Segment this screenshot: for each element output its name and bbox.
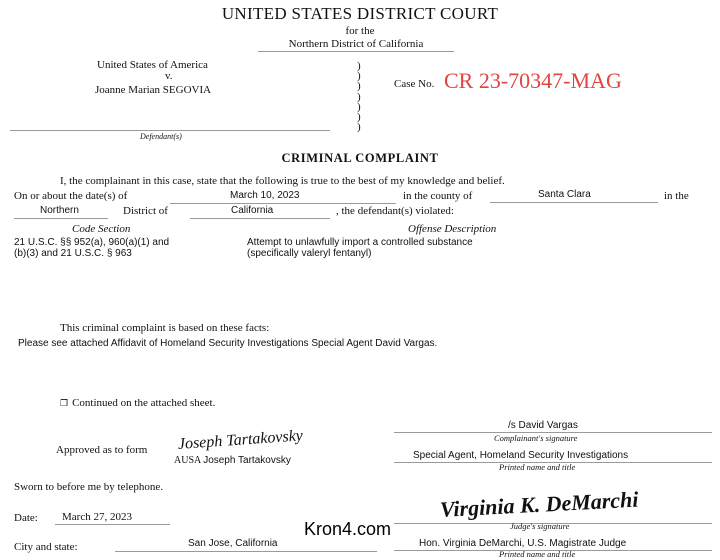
continued-row [60,397,215,409]
date-label: Date: [14,512,38,524]
caption-rule [10,130,330,131]
offense-description-header: Offense Description [408,223,497,235]
paren: ) [357,90,361,103]
defendant-label: Defendant(s) [140,132,182,141]
city-state-value: San Jose, California [188,538,278,549]
district-name: Northern [40,205,79,216]
ausa-prefix: AUSA [174,455,201,466]
paren: ) [357,60,361,72]
judge-signature-label: Judge's signature [510,521,570,531]
facts-intro: This criminal complaint is based on these facts: [60,322,270,334]
case-number: CR 23-70347-MAG [444,68,622,93]
paren: ) [357,80,361,93]
ausa-name: Joseph Tartakovsky [203,455,291,466]
district-name-underline [14,218,108,219]
checkbox-icon[interactable]: ❐ [60,399,69,409]
paren: ) [357,121,361,134]
code-section-line2: (b)(3) and 21 U.S.C. § 963 [14,248,132,259]
state-underline [190,218,330,219]
ausa-line [174,455,291,466]
paren: ) [357,100,361,113]
code-section-line1: 21 U.S.C. §§ 952(a), 960(a)(1) and [14,237,170,248]
paren: ) [357,70,361,83]
ausa-signature: Joseph Tartakovsky [177,427,304,453]
continued-label: Continued on the attached sheet. [72,397,216,409]
on-or-about-label: On or about the date(s) of [14,190,128,202]
offense-line1: Attempt to unlawfully import a controlled substance [247,237,473,248]
district-header: Northern District of California [288,38,424,50]
date-value-underline [55,524,170,525]
caption-parens [357,61,361,132]
complainant-printed-name: Special Agent, Homeland Security Investigations [413,450,629,461]
in-county-label: in the county of [403,190,473,202]
case-no-label: Case No. [394,78,435,90]
county: Santa Clara [538,189,591,200]
approved-label: Approved as to form [56,444,148,456]
for-the: for the [345,25,375,37]
code-section-header: Code Section [72,223,131,235]
date-underline [170,203,396,204]
complaint-title: CRIMINAL COMPLAINT [281,151,439,165]
judge-signature: Virginia K. DeMarchi [439,486,640,522]
court-title [0,4,720,24]
sworn-statement: Sworn to before me by telephone. [14,481,164,493]
versus: v. [165,70,173,82]
complainant-printed-label: Printed name and title [499,462,576,472]
date-value: March 27, 2023 [62,511,132,523]
court-title-text: UNITED STATES DISTRICT COURT [221,4,499,23]
state: California [231,205,274,216]
statement-line: I, the complainant in this case, state that the following is true to the best of my knowledge and belief. [60,175,505,187]
complainant-signature-label: Complainant's signature [494,433,578,443]
judge-printed-name: Hon. Virginia DeMarchi, U.S. Magistrate Judge [419,538,627,549]
complainant-signature: /s David Vargas [508,420,578,431]
defendant-name: Joanne Marian SEGOVIA [95,84,212,96]
city-state-underline [115,551,377,552]
plaintiff: United States of America [97,59,208,71]
violated-label: , the defendant(s) violated: [336,205,454,217]
district-of-label: District of [123,205,168,217]
district-underline [258,51,454,52]
offense-date: March 10, 2023 [230,190,300,201]
facts-text: Please see attached Affidavit of Homeland Security Investigations Special Agent David Vargas. [18,338,438,349]
county-underline [490,202,658,203]
offense-line2: (specifically valeryl fentanyl) [247,248,372,259]
paren: ) [357,111,361,124]
judge-printed-label: Printed name and title [499,549,576,559]
in-the-label: in the [664,190,689,202]
watermark: Kron4.com [304,519,392,539]
city-state-label: City and state: [14,541,78,553]
